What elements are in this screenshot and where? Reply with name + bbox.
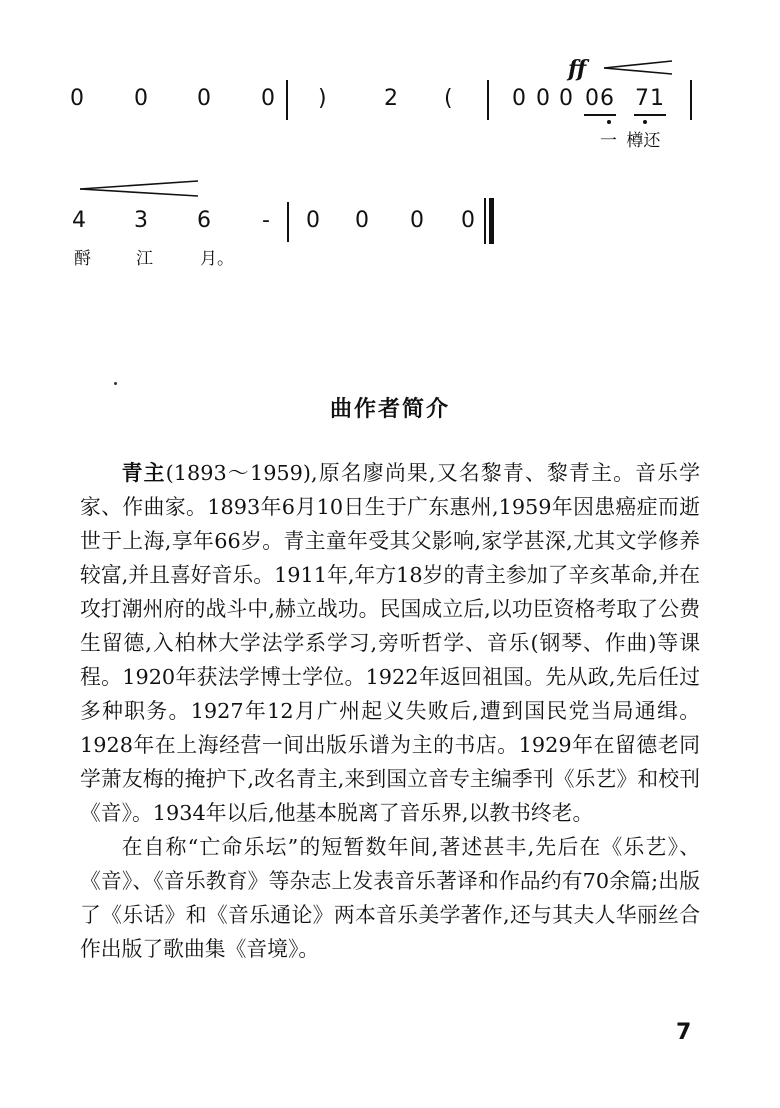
paragraph-text: (1893～1959),原名廖尚果,又名黎青、黎青主。音乐学家、作曲家。1893年6月10日生于广东惠州,1959年因患癌症而逝世于上海,享年66岁。青主童年受其父影响,家学甚深,尤其文学修养较富,并且喜好音乐。1911年,年方18岁的青主参加了辛亥革命,并在攻打潮州府的战斗中,赫立战功。民国成立后,以功臣资格考取了公费生留德,入柏林大学法学系学习,旁听哲学、音乐(钢琴、作曲)等课程。1920年获法学博士学位。1922年返回祖国。先从政,先后任过多种职务。1927年12月广州起义失败后,遭到国民党当局通缉。1928年在上海经营一间出版乐谱为主的书店。1929年在留德老同学萧友梅的掩护下,改名青主,来到国立音专主编季刊《乐艺》和校刊《音》。1934年以后,他基本脱离了音乐界,以教书终老。 xyxy=(80,461,701,825)
section-heading: 曲作者简介 xyxy=(329,397,450,422)
note: 0 xyxy=(197,86,211,111)
biography-text xyxy=(80,456,700,966)
paragraph: 在自称“亡命乐坛”的短暂数年间,著述甚丰,先后在《乐艺》、《音》、《音乐教育》等杂志上发表音乐著译和作品约有70余篇;出版了《乐话》和《音乐通论》两本音乐美学著作,还与其夫人华丽丝合作出版了歌曲集《音境》。 xyxy=(80,835,700,961)
note: 0 xyxy=(410,208,424,233)
lyric: 月。 xyxy=(200,249,234,269)
note: 0 xyxy=(70,86,84,111)
barline xyxy=(487,80,489,120)
note: 0 xyxy=(261,86,275,111)
dynamic-marking: ff xyxy=(568,56,587,82)
page-number: 7 xyxy=(676,1020,692,1045)
note-pair: 71 xyxy=(635,86,665,111)
note: 4 xyxy=(72,208,86,233)
note: 0 xyxy=(355,208,369,233)
paren-close: ) xyxy=(318,86,327,111)
note: 0 xyxy=(559,86,573,111)
barline xyxy=(286,80,288,120)
note: 0 xyxy=(461,208,475,233)
note: 6 xyxy=(197,208,211,233)
crescendo-icon xyxy=(80,180,200,198)
note: - xyxy=(262,208,270,233)
note: 3 xyxy=(134,208,148,233)
lyric: 酹 xyxy=(74,249,91,269)
octave-dot xyxy=(643,120,647,124)
print-speck xyxy=(114,382,117,385)
paragraph xyxy=(80,456,700,830)
note-pair: 06 xyxy=(585,86,615,111)
note: 0 xyxy=(306,208,320,233)
note: 0 xyxy=(536,86,550,111)
lyric: 一 樽还 xyxy=(600,131,661,151)
lyric: 江 xyxy=(136,249,153,269)
note: 0 xyxy=(134,86,148,111)
final-barline-thin xyxy=(484,198,486,244)
paren-open: ( xyxy=(444,86,453,111)
final-barline-thick xyxy=(489,198,494,244)
beam-underline xyxy=(634,114,666,116)
barline xyxy=(287,202,289,242)
beam-underline xyxy=(584,114,616,116)
note: 0 xyxy=(512,86,526,111)
crescendo-icon xyxy=(604,60,674,76)
note: 2 xyxy=(384,86,398,111)
composer-name: 青主 xyxy=(121,461,166,485)
octave-dot xyxy=(607,120,611,124)
barline xyxy=(690,80,692,120)
